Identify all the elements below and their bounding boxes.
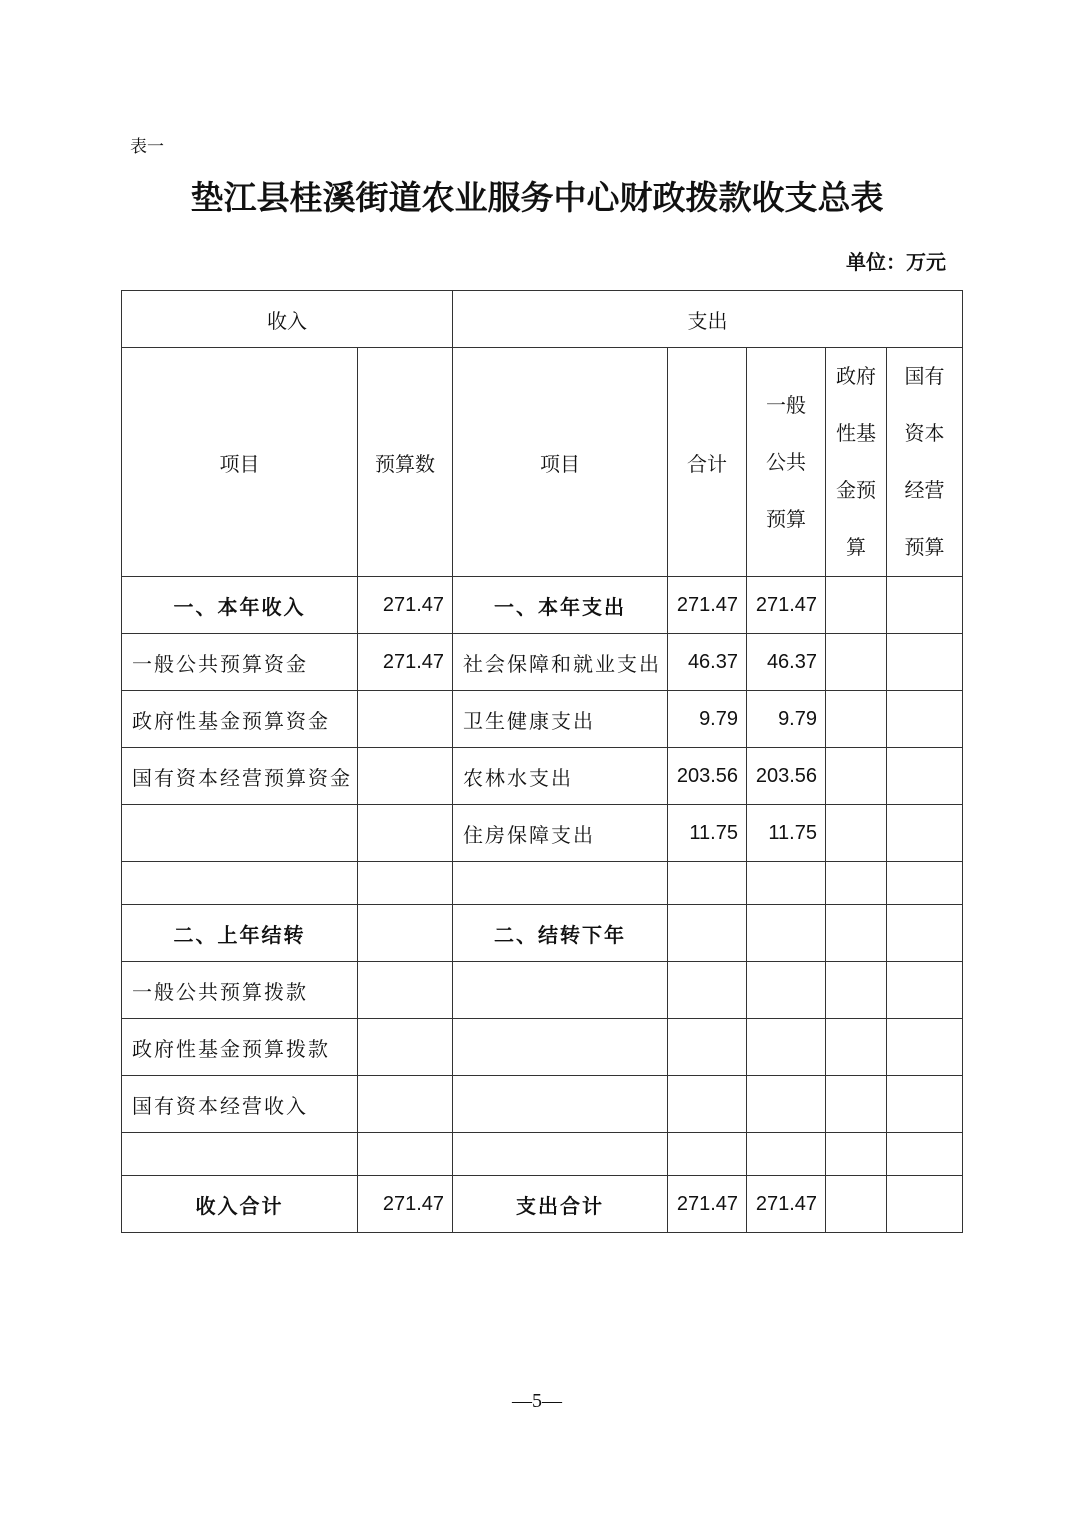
totals-row <box>122 1176 963 1233</box>
table-row: 一般公共预算资金 271.47 社会保障和就业支出 46.37 46.37 <box>122 634 963 691</box>
general-budget-header: 一般 公共 预算 <box>747 348 826 577</box>
column-header-row <box>122 348 963 577</box>
table-row: 一、本年收入 271.47 一、本年支出 271.47 271.47 <box>122 577 963 634</box>
expense-item-header: 项目 <box>453 348 668 577</box>
income-item-header: 项目 <box>122 348 358 577</box>
expense-total-value: 271.47 <box>668 1176 747 1233</box>
general-total-value: 271.47 <box>747 1176 826 1233</box>
expense-total-label: 支出合计 <box>453 1176 668 1233</box>
table-row: 国有资本经营预算资金 农林水支出 203.56 203.56 <box>122 748 963 805</box>
income-total-label: 收入合计 <box>122 1176 358 1233</box>
table-row: 住房保障支出 11.75 11.75 <box>122 805 963 862</box>
income-budget-header: 预算数 <box>358 348 453 577</box>
income-total-value: 271.47 <box>358 1176 453 1233</box>
group-header-row <box>122 291 963 348</box>
income-group-header: 收入 <box>122 291 453 348</box>
expense-group-header: 支出 <box>453 291 963 348</box>
page-number: —5— <box>512 1390 562 1412</box>
table-row: 国有资本经营收入 <box>122 1076 963 1133</box>
table-row <box>122 862 963 905</box>
table-row: 政府性基金预算拨款 <box>122 1019 963 1076</box>
table-label: 表一 <box>130 137 164 157</box>
table-row: 一般公共预算拨款 <box>122 962 963 1019</box>
expense-total-header: 合计 <box>668 348 747 577</box>
table-row: 政府性基金预算资金 卫生健康支出 9.79 9.79 <box>122 691 963 748</box>
table-row <box>122 1133 963 1176</box>
table-row: 二、上年结转 二、结转下年 <box>122 905 963 962</box>
gov-fund-budget-header: 政府 性基 金预 算 <box>826 348 887 577</box>
budget-table <box>121 290 963 1233</box>
unit-label: 单位：万元 <box>846 250 946 274</box>
state-capital-budget-header: 国有 资本 经营 预算 <box>887 348 963 577</box>
page-title: 垫江县桂溪街道农业服务中心财政拨款收支总表 <box>190 178 884 217</box>
